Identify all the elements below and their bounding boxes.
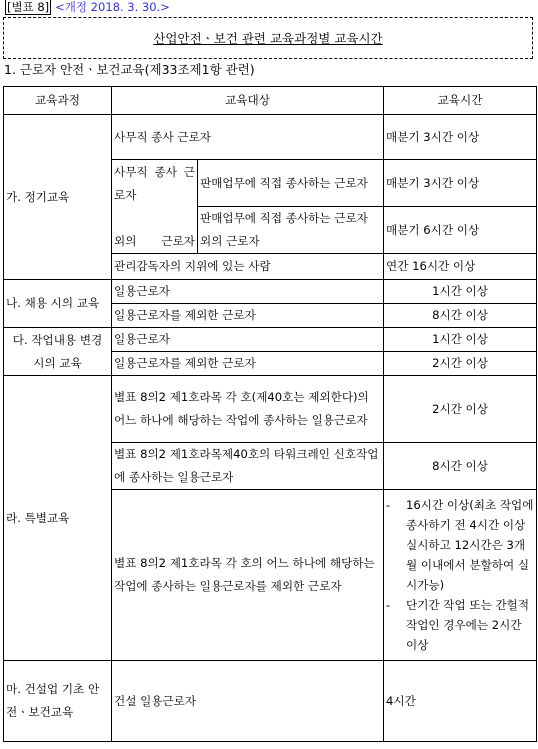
time-cell: 8시간 이상: [384, 443, 537, 490]
target-cell: 판매업무에 직접 종사하는 근로자: [198, 160, 384, 207]
target-cell: 별표 8의2 제1호라목제40호의 타워크레인 신호작업에 종사하는 일용근로자: [112, 443, 384, 490]
section-title: 1. 근로자 안전ㆍ보건교육(제33조제1항 관련): [4, 62, 255, 77]
attachment-tag: [별표 8]: [7, 0, 50, 14]
time-cell: 매분기 3시간 이상: [384, 160, 537, 207]
attachment-header: [5, 0, 170, 14]
time-cell: 2시간 이상: [384, 376, 537, 443]
time-bullet-text: 16시간 이상(최초 작업에 종사하기 전 4시간 이상 실시하고 12시간은 3개월 이내에서 분할하여 실시가능): [406, 498, 534, 592]
dash-marker: -: [386, 598, 391, 612]
list-item: [386, 495, 534, 595]
course-cell: 라. 특별교육: [4, 376, 112, 661]
dash-marker: -: [386, 498, 391, 512]
subgroup-text-a: 사무직 종사 근로자: [114, 164, 195, 202]
table-row: [4, 376, 537, 443]
target-cell: 일용근로자: [112, 328, 384, 352]
target-cell: 일용근로자를 제외한 근로자: [112, 352, 384, 376]
table-row: [4, 115, 537, 160]
target-cell: 별표 8의2 제1호라목 각 호(제40호는 제외한다)의 어느 하나에 해당하는 작업에 종사하는 일용근로자: [112, 376, 384, 443]
document-title: 산업안전ㆍ보건 관련 교육과정별 교육시간: [153, 31, 383, 46]
subgroup-cell: [112, 160, 198, 254]
time-cell: 매분기 6시간 이상: [384, 207, 537, 254]
target-cell: 별표 8의2 제1호라목 각 호의 어느 하나에 해당하는 작업에 종사하는 일용근로자를 제외한 근로자: [112, 490, 384, 661]
time-cell: 2시간 이상: [384, 352, 537, 376]
time-cell: 1시간 이상: [384, 328, 537, 352]
target-cell: 건설 일용근로자: [112, 661, 384, 742]
target-cell: 일용근로자: [112, 280, 384, 304]
time-bullet-text: 단기간 작업 또는 간헐적 작업인 경우에는 2시간 이상: [406, 598, 530, 652]
target-cell: 관리감독자의 지위에 있는 사람: [112, 254, 384, 280]
education-time-table: [3, 86, 537, 742]
time-cell: 1시간 이상: [384, 280, 537, 304]
target-cell: 판매업무에 직접 종사하는 근로자 외의 근로자: [198, 207, 384, 254]
time-cell: 4시간: [384, 661, 537, 742]
time-cell: [384, 490, 537, 661]
target-cell: 사무직 종사 근로자: [112, 115, 384, 160]
course-cell: 나. 채용 시의 교육: [4, 280, 112, 328]
time-cell: 연간 16시간 이상: [384, 254, 537, 280]
header-target: 교육대상: [112, 87, 384, 115]
document-title-box: [3, 17, 533, 59]
table-row: [4, 280, 537, 304]
header-course: 교육과정: [4, 87, 112, 115]
list-item: [386, 595, 534, 655]
table-header-row: [4, 87, 537, 115]
target-cell: 일용근로자를 제외한 근로자: [112, 304, 384, 328]
course-cell: 다. 작업내용 변경 시의 교육: [4, 328, 112, 376]
revision-date: <개정 2018. 3. 30.>: [55, 0, 170, 14]
subgroup-text-b: 외의 근로자: [114, 233, 195, 248]
time-bullet-list: [386, 495, 534, 655]
table-row: [4, 328, 537, 352]
time-cell: 매분기 3시간 이상: [384, 115, 537, 160]
header-time: 교육시간: [384, 87, 537, 115]
table-row: [4, 661, 537, 742]
course-cell: 마. 건설업 기초 안전ㆍ보건교육: [4, 661, 112, 742]
course-cell: 가. 정기교육: [4, 115, 112, 280]
time-cell: 8시간 이상: [384, 304, 537, 328]
